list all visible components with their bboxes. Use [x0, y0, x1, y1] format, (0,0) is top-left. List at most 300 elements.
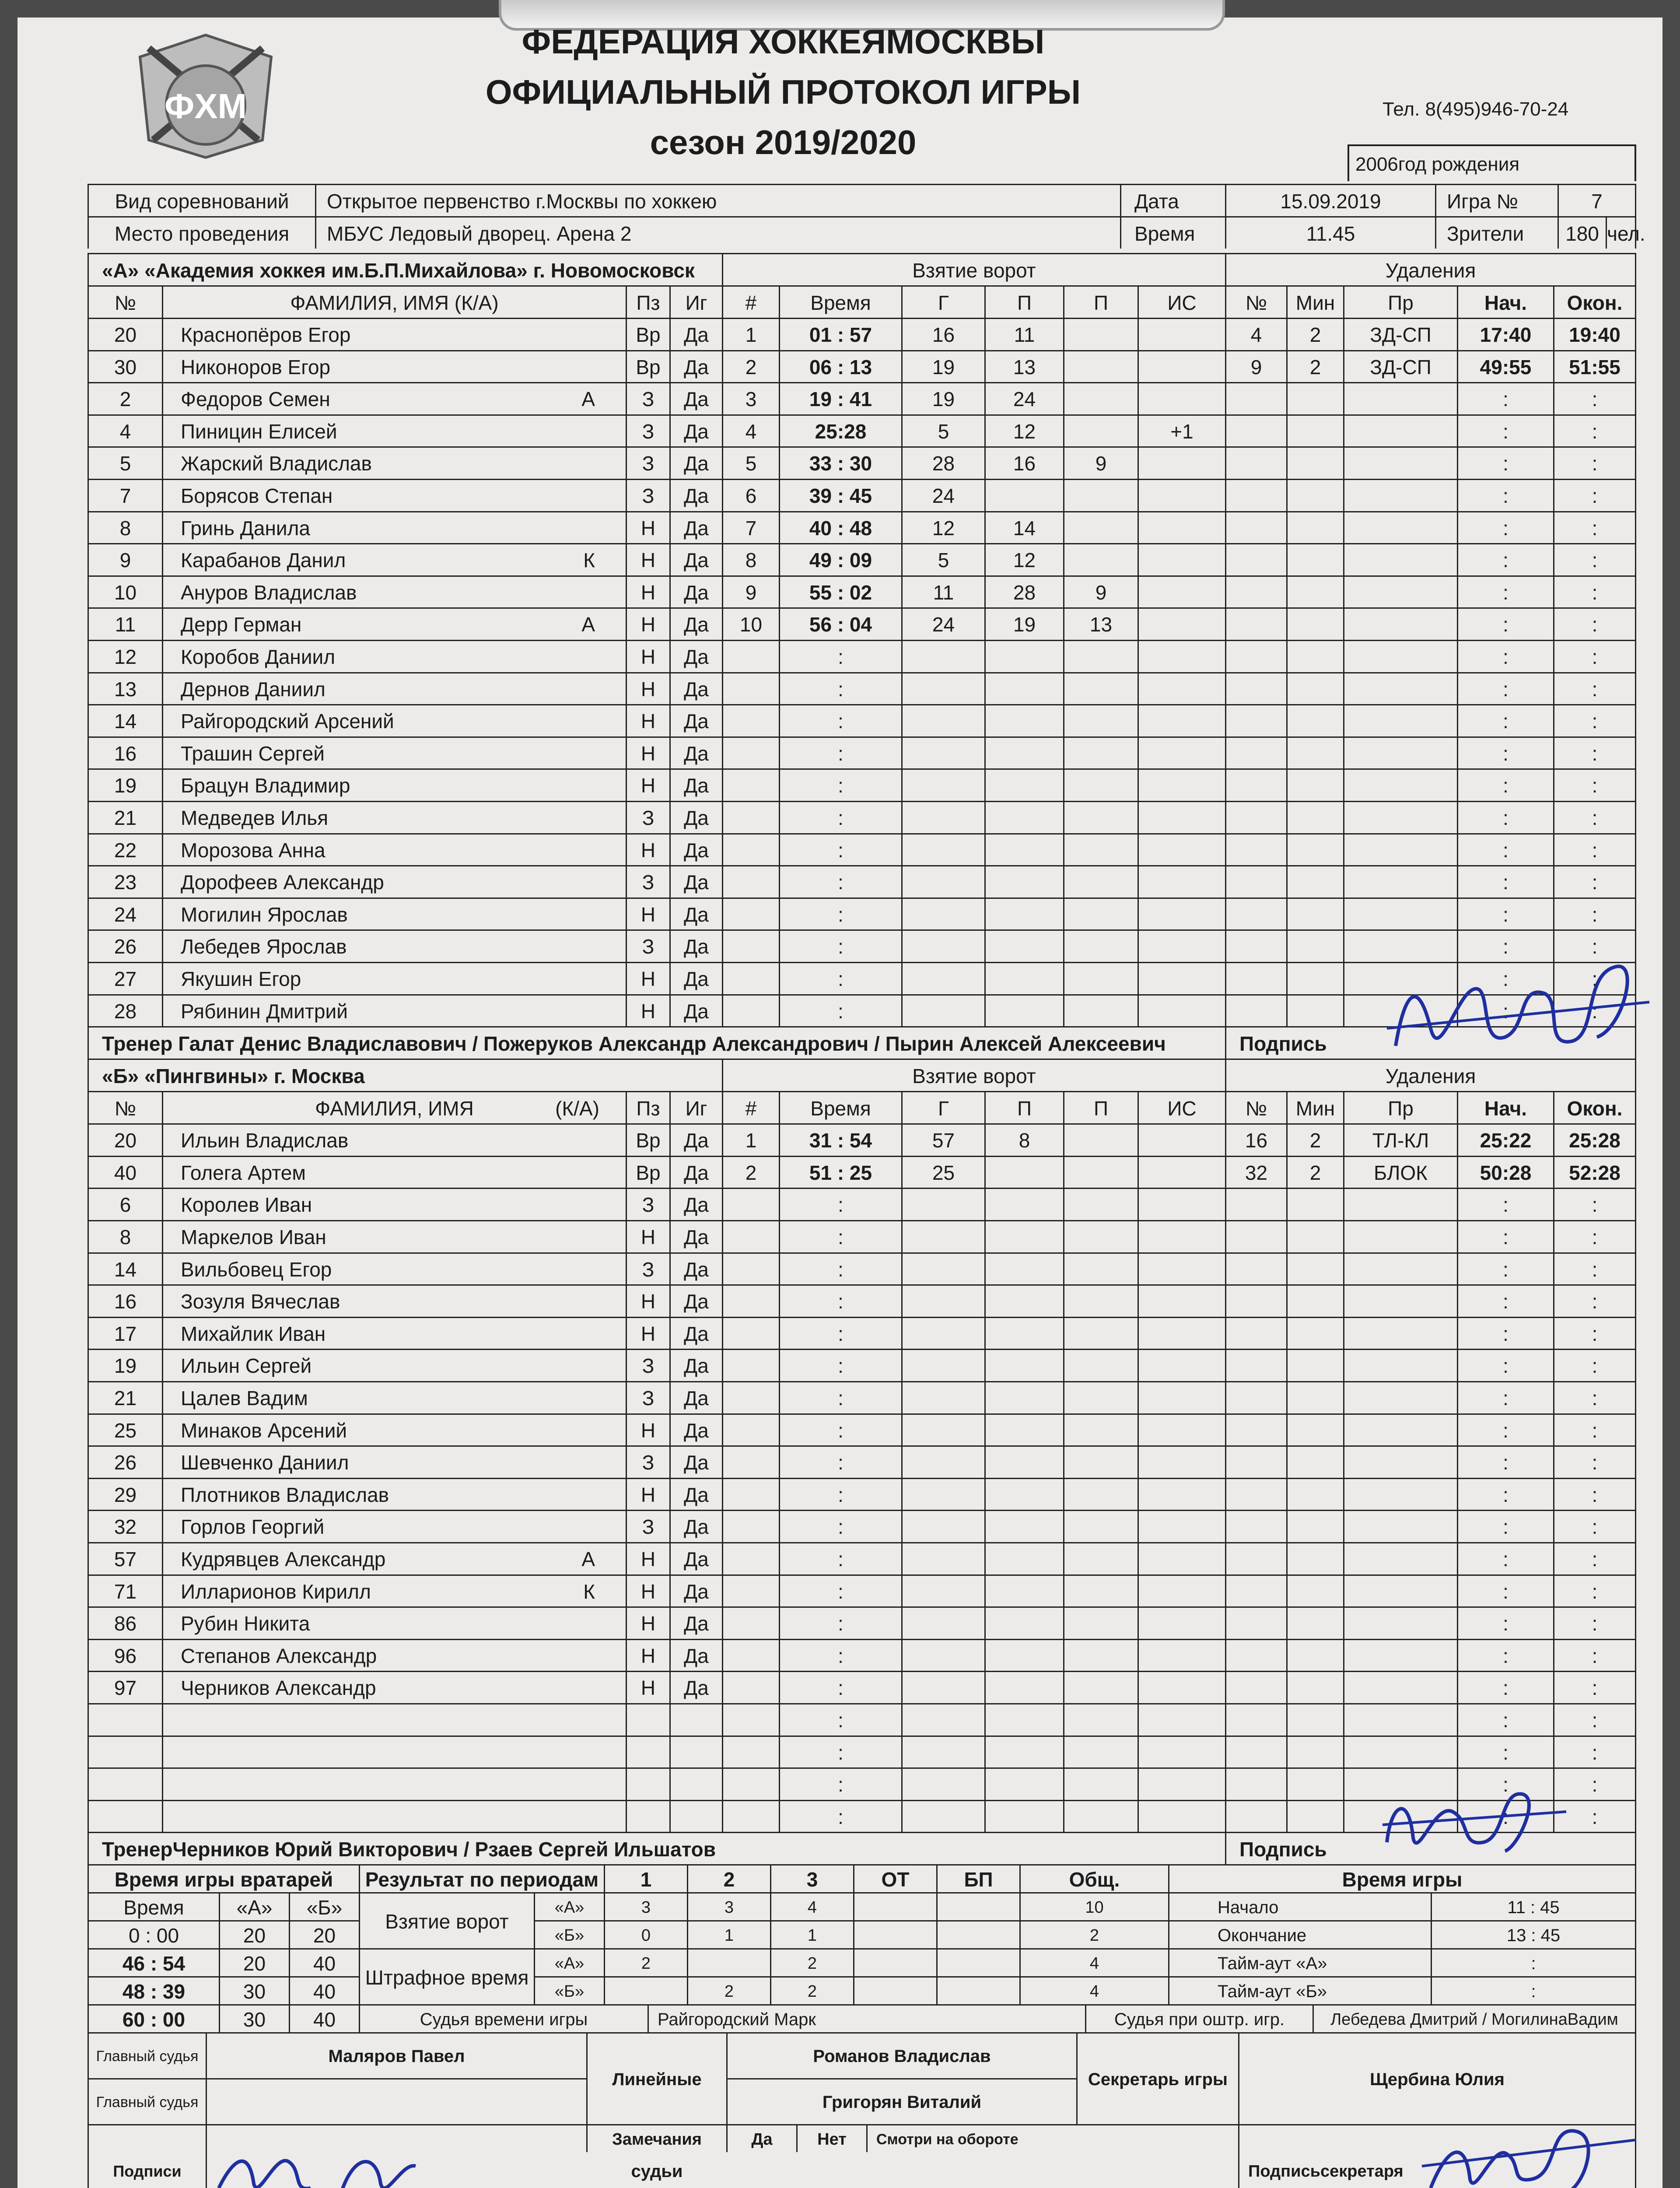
- player-name: Рубин Никита: [162, 1606, 626, 1639]
- penalty-end: :: [1553, 962, 1636, 994]
- col-position: Пз: [626, 285, 669, 318]
- penalty-end: :: [1553, 1510, 1636, 1542]
- player-position: З: [626, 1381, 669, 1413]
- player-position: [626, 1800, 669, 1832]
- penalty-end: :: [1553, 929, 1636, 962]
- goal-scorer: [901, 1252, 984, 1285]
- penalty-end: 51:55: [1553, 350, 1636, 382]
- game-number-value: 7: [1558, 184, 1636, 216]
- goal-time: 31 : 54: [779, 1123, 901, 1156]
- phone: Тел. 8(495)946-70-24: [1382, 98, 1569, 120]
- player-position: Н: [626, 1284, 669, 1317]
- goal-assist-1: [984, 1188, 1063, 1220]
- player-number: 20: [88, 1123, 162, 1156]
- penalty-end: :: [1553, 1317, 1636, 1349]
- player-played: [669, 1736, 722, 1768]
- penalty-end: :: [1553, 1703, 1636, 1736]
- penalty-minutes: [1286, 1574, 1343, 1607]
- sign-label: Подпись: [1225, 1832, 1636, 1864]
- goal-situation: [1138, 575, 1225, 608]
- penalty-minutes: [1286, 1703, 1343, 1736]
- period-value: [853, 1920, 936, 1948]
- goal-assist-1: [984, 1284, 1063, 1317]
- goal-situation: [1138, 318, 1225, 350]
- player-played: Да: [669, 1574, 722, 1607]
- goal-assist-1: [984, 801, 1063, 833]
- player-number: 30: [88, 350, 162, 382]
- penalty-number: [1225, 1220, 1286, 1252]
- goal-number: [722, 1381, 779, 1413]
- player-position: Н: [626, 962, 669, 994]
- goal-assist-1: [984, 1639, 1063, 1671]
- player-name: Минаков Арсений: [162, 1413, 626, 1446]
- goal-situation: [1138, 1220, 1225, 1252]
- penalty-start: :: [1457, 1671, 1553, 1703]
- goal-scorer: 25: [901, 1156, 984, 1188]
- goal-scorer: [901, 1349, 984, 1381]
- goal-number: [722, 1671, 779, 1703]
- player-number: 40: [88, 1156, 162, 1188]
- goal-assist-1: [984, 929, 1063, 962]
- goal-scorer: [901, 865, 984, 898]
- goal-assist-2: [1063, 1510, 1138, 1542]
- player-number: 23: [88, 865, 162, 898]
- goal-assist-1: 12: [984, 414, 1063, 447]
- goal-scorer: [901, 833, 984, 866]
- penalty-minutes: [1286, 1413, 1343, 1446]
- goal-time: 51 : 25: [779, 1156, 901, 1188]
- goal-assist-2: [1063, 1671, 1138, 1703]
- place-label: Место проведения: [88, 216, 315, 249]
- penalty-start: :: [1457, 1381, 1553, 1413]
- penalty-minutes: [1286, 1510, 1343, 1542]
- goal-assist-1: [984, 898, 1063, 930]
- player-position: Н: [626, 1606, 669, 1639]
- period-value: 4: [770, 1892, 853, 1920]
- player-name: [162, 1767, 626, 1800]
- penalty-number: [1225, 575, 1286, 608]
- penalty-minutes: [1286, 1736, 1343, 1768]
- goal-scorer: [901, 801, 984, 833]
- periods-pim-label: Штрафное время: [359, 1948, 534, 2004]
- penalty-number: [1225, 1639, 1286, 1671]
- penalty-end: :: [1553, 640, 1636, 672]
- penalty-minutes: 2: [1286, 1156, 1343, 1188]
- penalty-start: :: [1457, 1606, 1553, 1639]
- goal-time: :: [779, 736, 901, 769]
- date-label: Дата: [1120, 184, 1225, 216]
- player-position: [626, 1767, 669, 1800]
- goal-assist-2: [1063, 1703, 1138, 1736]
- player-name: Черников Александр: [162, 1671, 626, 1703]
- goal-number: [722, 1413, 779, 1446]
- penalty-minutes: [1286, 865, 1343, 898]
- federation-logo: [131, 31, 280, 162]
- goal-time: :: [779, 1639, 901, 1671]
- period-value: [604, 1976, 687, 2004]
- player-played: Да: [669, 414, 722, 447]
- player-number: 8: [88, 511, 162, 543]
- player-number: [88, 1736, 162, 1768]
- goal-assist-1: 12: [984, 543, 1063, 575]
- penalty-minutes: [1286, 640, 1343, 672]
- goal-assist-2: [1063, 1188, 1138, 1220]
- goal-number: [722, 1574, 779, 1607]
- player-position: З: [626, 865, 669, 898]
- date-value: 15.09.2019: [1225, 184, 1435, 216]
- goal-number: [722, 1606, 779, 1639]
- goal-assist-2: [1063, 350, 1138, 382]
- penalty-minutes: [1286, 1445, 1343, 1478]
- penalty-reason: [1343, 1317, 1457, 1349]
- period-col: 3: [770, 1864, 853, 1892]
- goalie-time: 0 : 00: [88, 1920, 219, 1948]
- player-position: Н: [626, 1671, 669, 1703]
- player-name: Кудрявцев Александр А: [162, 1542, 626, 1574]
- penalty-number: 16: [1225, 1123, 1286, 1156]
- goal-situation: [1138, 1703, 1225, 1736]
- penalty-reason: [1343, 1478, 1457, 1510]
- player-name: Никоноров Егор: [162, 350, 626, 382]
- goal-assist-2: [1063, 1252, 1138, 1285]
- col-number: №: [88, 285, 162, 318]
- penalty-reason: [1343, 1542, 1457, 1574]
- ref1-value: Маляров Павел: [206, 2032, 586, 2078]
- penalty-reason: [1343, 801, 1457, 833]
- goal-assist-2: [1063, 1800, 1138, 1832]
- penalty-start: :: [1457, 929, 1553, 962]
- goal-assist-2: [1063, 962, 1138, 994]
- goal-situation: [1138, 1123, 1225, 1156]
- goal-assist-1: [984, 1736, 1063, 1768]
- goal-number: [722, 1703, 779, 1736]
- col-pen-minutes: Мин: [1286, 285, 1343, 318]
- col-pen-end: Окон.: [1553, 1091, 1636, 1123]
- goal-assist-2: [1063, 414, 1138, 447]
- goal-assist-2: [1063, 1542, 1138, 1574]
- periods-team: «А»: [534, 1948, 604, 1976]
- player-played: Да: [669, 1220, 722, 1252]
- penalty-start: :: [1457, 768, 1553, 801]
- penalty-end: :: [1553, 672, 1636, 705]
- goal-scorer: [901, 1800, 984, 1832]
- player-number: 14: [88, 704, 162, 736]
- penalty-end: :: [1553, 414, 1636, 447]
- goal-assist-1: [984, 1156, 1063, 1188]
- penalty-minutes: [1286, 1220, 1343, 1252]
- penalty-end: 25:28: [1553, 1123, 1636, 1156]
- penalty-minutes: [1286, 1252, 1343, 1285]
- penalty-minutes: [1286, 543, 1343, 575]
- period-value: 2: [687, 1976, 770, 2004]
- goal-situation: [1138, 833, 1225, 866]
- goal-time: 56 : 04: [779, 607, 901, 640]
- goal-assist-2: [1063, 1284, 1138, 1317]
- goal-number: 1: [722, 1123, 779, 1156]
- col-pen-minutes: Мин: [1286, 1091, 1343, 1123]
- penalty-start: :: [1457, 1445, 1553, 1478]
- goal-assist-2: [1063, 1478, 1138, 1510]
- goal-assist-2: [1063, 898, 1138, 930]
- player-position: З: [626, 382, 669, 414]
- penalty-minutes: [1286, 1800, 1343, 1832]
- player-position: З: [626, 1510, 669, 1542]
- goal-assist-2: [1063, 1606, 1138, 1639]
- penalty-minutes: [1286, 801, 1343, 833]
- penalty-number: [1225, 704, 1286, 736]
- goal-number: 9: [722, 575, 779, 608]
- player-played: Да: [669, 511, 722, 543]
- penalty-reason: ЗД-СП: [1343, 318, 1457, 350]
- penalty-start: :: [1457, 994, 1553, 1027]
- goal-assist-2: [1063, 1349, 1138, 1381]
- goalie-col-b: «Б»: [289, 1892, 359, 1920]
- player-position: З: [626, 446, 669, 479]
- player-position: Н: [626, 1574, 669, 1607]
- goal-situation: [1138, 640, 1225, 672]
- penalty-end: :: [1553, 1542, 1636, 1574]
- penalty-reason: [1343, 865, 1457, 898]
- player-number: 21: [88, 1381, 162, 1413]
- coaches: Тренер Галат Денис Владиславович / Пожеруков Александр Александрович / Пырин Алексей Алексеевич: [88, 1026, 1225, 1059]
- player-played: Да: [669, 1156, 722, 1188]
- penalty-reason: БЛОК: [1343, 1156, 1457, 1188]
- col-assist-1: П: [984, 1091, 1063, 1123]
- coaches: ТренерЧерников Юрий Викторович / Рзаев Сергей Ильшатов: [88, 1832, 1225, 1864]
- player-name: Ильин Сергей: [162, 1349, 626, 1381]
- goal-situation: [1138, 672, 1225, 705]
- penalty-minutes: 2: [1286, 350, 1343, 382]
- player-position: Н: [626, 994, 669, 1027]
- goal-assist-1: 11: [984, 318, 1063, 350]
- goal-situation: [1138, 350, 1225, 382]
- ref2-label: Главный судья: [88, 2078, 206, 2124]
- player-position: Н: [626, 672, 669, 705]
- player-played: Да: [669, 318, 722, 350]
- penalty-start: :: [1457, 382, 1553, 414]
- penalty-reason: [1343, 1188, 1457, 1220]
- goalie-b: 20: [289, 1920, 359, 1948]
- goal-time: :: [779, 1349, 901, 1381]
- remarks-label: Замечания: [586, 2124, 726, 2152]
- goal-assist-2: [1063, 768, 1138, 801]
- goal-situation: [1138, 1445, 1225, 1478]
- player-played: Да: [669, 1188, 722, 1220]
- goal-situation: [1138, 962, 1225, 994]
- player-played: Да: [669, 382, 722, 414]
- penalty-end: :: [1553, 575, 1636, 608]
- penalty-minutes: [1286, 479, 1343, 511]
- goal-assist-2: [1063, 833, 1138, 866]
- periods-team: «Б»: [534, 1920, 604, 1948]
- player-name: Михайлик Иван: [162, 1317, 626, 1349]
- goal-time: 55 : 02: [779, 575, 901, 608]
- col-goal-scorer: Г: [901, 1091, 984, 1123]
- player-number: 4: [88, 414, 162, 447]
- period-value: 0: [604, 1920, 687, 1948]
- player-position: З: [626, 414, 669, 447]
- player-position: Н: [626, 1413, 669, 1446]
- penalty-minutes: [1286, 929, 1343, 962]
- player-name: Плотников Владислав: [162, 1478, 626, 1510]
- penalty-number: [1225, 962, 1286, 994]
- goal-assist-2: 9: [1063, 446, 1138, 479]
- player-position: Н: [626, 898, 669, 930]
- player-position: Н: [626, 704, 669, 736]
- player-name: Шевченко Даниил: [162, 1445, 626, 1478]
- penalty-minutes: [1286, 607, 1343, 640]
- player-number: 8: [88, 1220, 162, 1252]
- player-role: А: [581, 1548, 595, 1571]
- player-played: Да: [669, 1252, 722, 1285]
- goal-time: :: [779, 672, 901, 705]
- goal-scorer: 11: [901, 575, 984, 608]
- penalty-number: 4: [1225, 318, 1286, 350]
- col-goal-time: Время: [779, 285, 901, 318]
- goal-time: :: [779, 898, 901, 930]
- player-played: Да: [669, 350, 722, 382]
- penalty-number: 9: [1225, 350, 1286, 382]
- goal-assist-1: [984, 1606, 1063, 1639]
- penalty-minutes: [1286, 833, 1343, 866]
- penalty-reason: [1343, 446, 1457, 479]
- goal-number: [722, 898, 779, 930]
- player-number: 27: [88, 962, 162, 994]
- col-pen-number: №: [1225, 1091, 1286, 1123]
- player-number: 32: [88, 1510, 162, 1542]
- goal-scorer: [901, 962, 984, 994]
- player-played: Да: [669, 640, 722, 672]
- goal-number: [722, 1767, 779, 1800]
- goal-situation: [1138, 1349, 1225, 1381]
- player-number: [88, 1800, 162, 1832]
- penalty-end: :: [1553, 1252, 1636, 1285]
- penalty-start: 17:40: [1457, 318, 1553, 350]
- goal-number: [722, 1478, 779, 1510]
- player-position: Н: [626, 736, 669, 769]
- secretary-label: Секретарь игры: [1076, 2032, 1238, 2124]
- goal-number: 10: [722, 607, 779, 640]
- goal-assist-2: [1063, 1639, 1138, 1671]
- player-played: Да: [669, 1445, 722, 1478]
- goal-scorer: [901, 1478, 984, 1510]
- goal-scorer: [901, 1574, 984, 1607]
- player-name: Брацун Владимир: [162, 768, 626, 801]
- player-name: [162, 1736, 626, 1768]
- col-goal-situation: ИС: [1138, 285, 1225, 318]
- penalty-minutes: [1286, 1767, 1343, 1800]
- penalty-number: [1225, 1188, 1286, 1220]
- penalty-end: 52:28: [1553, 1156, 1636, 1188]
- player-number: 12: [88, 640, 162, 672]
- period-col: Общ.: [1019, 1864, 1168, 1892]
- goal-scorer: [901, 929, 984, 962]
- goal-scorer: [901, 1510, 984, 1542]
- goal-number: 3: [722, 382, 779, 414]
- player-name: Горлов Георгий: [162, 1510, 626, 1542]
- ref2-value: [206, 2078, 586, 2124]
- timekeeper-value: Райгородский Марк: [648, 2004, 1085, 2032]
- goal-assist-1: [984, 1413, 1063, 1446]
- goal-number: 7: [722, 511, 779, 543]
- goal-situation: [1138, 382, 1225, 414]
- secretary-sign-label: Подписьсекретаря: [1238, 2124, 1636, 2188]
- player-name: Коробов Даниил: [162, 640, 626, 672]
- goal-situation: [1138, 994, 1225, 1027]
- time-value: 11.45: [1225, 216, 1435, 249]
- penalty-start: :: [1457, 479, 1553, 511]
- penalty-start: :: [1457, 1478, 1553, 1510]
- goal-assist-2: [1063, 672, 1138, 705]
- player-position: [626, 1703, 669, 1736]
- player-played: Да: [669, 1542, 722, 1574]
- goalie-a: 30: [219, 1976, 289, 2004]
- penalty-number: [1225, 994, 1286, 1027]
- goal-assist-2: [1063, 1736, 1138, 1768]
- penalty-reason: [1343, 382, 1457, 414]
- goal-assist-1: [984, 672, 1063, 705]
- col-pen-reason: Пр: [1343, 285, 1457, 318]
- team-title: «А» «Академия хоккея им.Б.П.Михайлова» г. Новомосковск: [88, 253, 722, 285]
- penalty-end: :: [1553, 1639, 1636, 1671]
- player-name: Жарский Владислав: [162, 446, 626, 479]
- penalty-start: :: [1457, 640, 1553, 672]
- penalty-minutes: [1286, 575, 1343, 608]
- player-name: Райгородский Арсений: [162, 704, 626, 736]
- player-played: Да: [669, 962, 722, 994]
- goal-time: :: [779, 1671, 901, 1703]
- penalty-number: [1225, 543, 1286, 575]
- penalty-start: 25:22: [1457, 1123, 1553, 1156]
- place-value: МБУС Ледовый дворец. Арена 2: [315, 216, 1120, 249]
- col-assist-1: П: [984, 285, 1063, 318]
- goal-assist-2: [1063, 1574, 1138, 1607]
- goal-time: :: [779, 1413, 901, 1446]
- goal-scorer: [901, 898, 984, 930]
- goal-situation: [1138, 1381, 1225, 1413]
- period-col: ОТ: [853, 1864, 936, 1892]
- penalty-number: [1225, 1703, 1286, 1736]
- player-name: Пиницин Елисей: [162, 414, 626, 447]
- goal-time: :: [779, 704, 901, 736]
- goal-assist-1: [984, 1317, 1063, 1349]
- penalty-end: :: [1553, 1767, 1636, 1800]
- penalty-reason: [1343, 414, 1457, 447]
- player-name: Медведев Илья: [162, 801, 626, 833]
- goal-situation: [1138, 1800, 1225, 1832]
- period-value: 3: [604, 1892, 687, 1920]
- player-played: Да: [669, 833, 722, 866]
- goal-number: [722, 865, 779, 898]
- player-name: Ануров Владислав: [162, 575, 626, 608]
- penalty-number: [1225, 479, 1286, 511]
- goal-time: :: [779, 1542, 901, 1574]
- goal-assist-1: [984, 1445, 1063, 1478]
- penalty-end: :: [1553, 543, 1636, 575]
- penalty-minutes: [1286, 1478, 1343, 1510]
- goal-assist-2: [1063, 1317, 1138, 1349]
- penalty-minutes: [1286, 1639, 1343, 1671]
- player-played: Да: [669, 1284, 722, 1317]
- penalty-minutes: [1286, 736, 1343, 769]
- period-value: 2: [770, 1948, 853, 1976]
- player-name: Федоров Семен А: [162, 382, 626, 414]
- player-number: 19: [88, 1349, 162, 1381]
- penalty-reason: [1343, 1736, 1457, 1768]
- protocol-title: ОФИЦИАЛЬНЫЙ ПРОТОКОЛ ИГРЫ: [485, 73, 1081, 111]
- col-played: Иг: [669, 1091, 722, 1123]
- player-number: 16: [88, 736, 162, 769]
